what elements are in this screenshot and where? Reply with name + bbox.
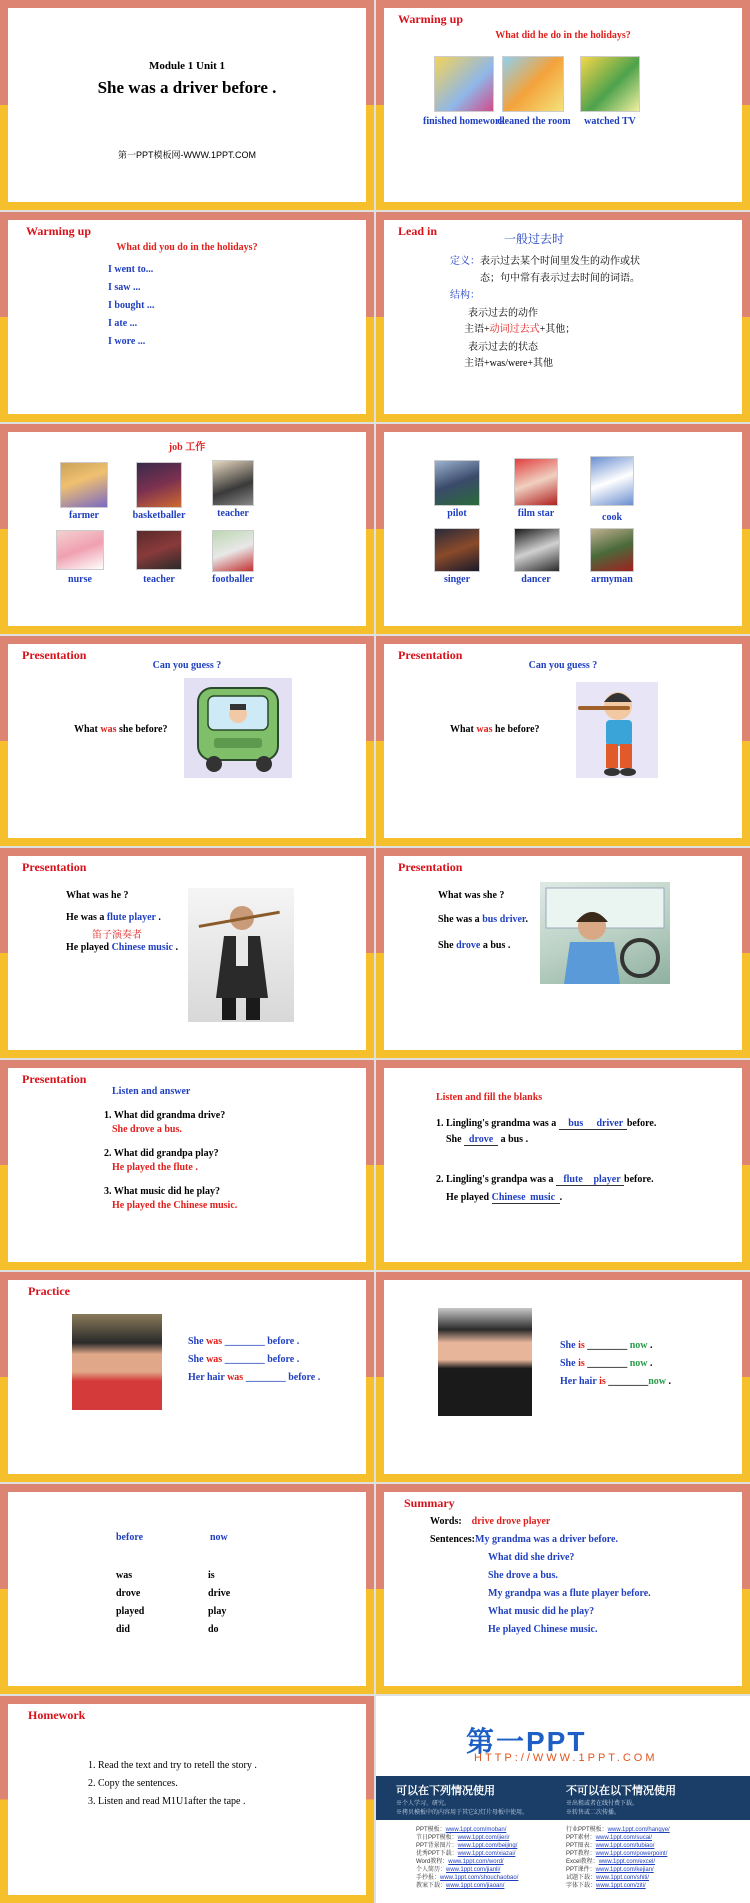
flute-player-photo: [188, 888, 294, 1022]
singer-image: [434, 528, 480, 572]
slide-body: [384, 856, 742, 1050]
prompt-line: I saw ...: [108, 282, 141, 293]
keyword-is: is: [599, 1376, 606, 1387]
footballer-image: [212, 530, 254, 572]
summary-sentence: My grandma was a driver before.: [475, 1534, 618, 1545]
caption-teacher: teacher: [217, 508, 249, 519]
slide-presentation-bus-driver[interactable]: [376, 848, 750, 1058]
sentence-part: ________: [605, 1376, 649, 1387]
slide-body: [384, 1280, 742, 1474]
slide-body: [384, 432, 742, 626]
question-line: What was she ?: [438, 890, 505, 901]
module-label: Module 1 Unit 1: [148, 60, 226, 72]
caption-basketballer: basketballer: [132, 510, 186, 521]
slide-brand-license[interactable]: [376, 1696, 750, 1903]
sentence-part: .: [172, 942, 178, 953]
sentence-part: She: [560, 1340, 579, 1351]
keyword-is: is: [578, 1340, 585, 1351]
slide-heading: Warming up: [26, 224, 92, 238]
resource-link[interactable]: www.1ppt.com/shiti/: [596, 1875, 650, 1881]
blank-answer[interactable]: drove: [464, 1134, 498, 1146]
cook-image: [590, 456, 634, 506]
question-part: What: [74, 724, 101, 735]
link-label: PPT教程：: [566, 1851, 596, 1857]
sentence-part: She: [188, 1354, 207, 1365]
resource-link[interactable]: www.1ppt.com/jieri/: [457, 1835, 510, 1841]
summary-sentence: What music did he play?: [488, 1606, 595, 1617]
caption-footballer: footballer: [212, 574, 254, 585]
subheading: Can you guess ?: [528, 660, 598, 671]
sentence-part: He played: [66, 942, 112, 953]
slide-heading: Summary: [404, 1496, 455, 1510]
slide-homework[interactable]: [0, 1696, 374, 1903]
slide-body: [8, 432, 366, 626]
slide-body: [384, 1492, 742, 1686]
prompt-line: I bought ...: [108, 300, 155, 311]
present-form: do: [208, 1624, 219, 1635]
link-label: 行业PPT模板：: [566, 1827, 608, 1833]
sentence-part: ________: [584, 1340, 630, 1351]
slide-body: [384, 220, 742, 414]
structure-verb: 动词过去式: [489, 324, 540, 335]
sentence-part: Her hair: [188, 1372, 228, 1383]
caption-film-star: film star: [517, 508, 555, 519]
keyword-drove: drove: [456, 940, 481, 951]
link-label: PPT图表：: [566, 1843, 596, 1849]
resource-link[interactable]: www.1ppt.com/sucai/: [595, 1835, 653, 1841]
allowed-usage-item: ※个人学习、研究。: [396, 1801, 451, 1807]
slide-jobs-1[interactable]: [0, 424, 374, 634]
slide-warming-up-2[interactable]: [0, 212, 374, 422]
structure-part: 主语+: [464, 324, 490, 335]
sentence-part: .: [666, 1376, 672, 1387]
sentence-part: a bus .: [498, 1134, 529, 1145]
resource-link[interactable]: www.1ppt.com/jianli/: [446, 1867, 501, 1873]
slide-warming-up-1[interactable]: [376, 0, 750, 210]
slide-heading: Presentation: [22, 860, 87, 874]
woman-photo: [438, 1308, 532, 1416]
brand-url[interactable]: HTTP://WWW.1PPT.COM: [474, 1752, 658, 1764]
sentence-part: .: [155, 912, 161, 923]
sentence-part: She: [188, 1336, 207, 1347]
question: What did you do in the holidays?: [116, 242, 258, 253]
keyword-now: now: [629, 1358, 648, 1369]
summary-sentence: She drove a bus.: [488, 1570, 558, 1581]
girl-child-photo: [72, 1314, 162, 1410]
question-line: What was he ?: [66, 890, 129, 901]
armyman-image: [590, 528, 634, 572]
caption-nurse: nurse: [68, 574, 92, 585]
question-part: she before?: [116, 724, 168, 735]
past-form: did: [116, 1624, 130, 1635]
summary-sentence: My grandpa was a flute player before.: [488, 1588, 651, 1599]
allowed-usage-item: ※拷贝模板中的内容用于其它幻灯片母板中使用。: [396, 1810, 529, 1816]
slide-heading: Presentation: [398, 648, 463, 662]
cleaning-cartoon-image: [502, 56, 564, 112]
grammar-title: 一般过去时: [504, 232, 565, 246]
slide-practice-now[interactable]: [376, 1272, 750, 1482]
link-label: PPT课件：: [566, 1867, 596, 1873]
basketballer-image: [136, 462, 182, 508]
sentence-part: .: [647, 1358, 653, 1369]
prompt-line: I ate ...: [108, 318, 138, 329]
slide-body: [8, 1704, 366, 1895]
blank-answer[interactable]: player: [590, 1174, 624, 1186]
answer-1: She drove a bus.: [112, 1124, 182, 1135]
slide-jobs-2[interactable]: [376, 424, 750, 634]
slide-lead-in[interactable]: [376, 212, 750, 422]
question-keyword: was: [476, 724, 493, 735]
column-header-before: before: [116, 1532, 144, 1543]
link-label: 手抄报：: [416, 1875, 441, 1881]
keyword-was: was: [206, 1336, 223, 1347]
flute-player-icon: [576, 682, 658, 778]
link-label: Word教程：: [416, 1859, 449, 1865]
question: What did he do in the holidays?: [495, 30, 631, 41]
slide-heading: Presentation: [22, 648, 87, 662]
slide-body: [8, 220, 366, 414]
resource-link[interactable]: www.1ppt.com/tubiao/: [595, 1843, 655, 1849]
resource-links: [376, 1820, 750, 1903]
link-label: Excel教程：: [566, 1859, 599, 1865]
slide-heading: Practice: [28, 1284, 70, 1298]
sentence-part: He was a: [66, 912, 107, 923]
homework-item: 1. Read the text and try to retell the story .: [88, 1760, 257, 1771]
resource-link[interactable]: www.1ppt.com/jiaoan/: [446, 1883, 505, 1889]
question-1: 1. What did grandma drive?: [104, 1110, 226, 1121]
sentence-part: .: [647, 1340, 653, 1351]
sentence-part: 2. Lingling's grandpa was a: [436, 1174, 557, 1185]
caption-armyman: armyman: [591, 574, 633, 585]
answer-3: He played the Chinese music.: [112, 1200, 238, 1211]
slide-body: [8, 1280, 366, 1474]
structure-line: 表示过去的状态: [468, 342, 538, 353]
bus-driver-photo: [540, 882, 670, 984]
definition-text: 表示过去某个时间里发生的动作或状: [480, 256, 640, 267]
slide-body: [8, 1492, 366, 1686]
caption-farmer: farmer: [69, 510, 99, 521]
keyword-bus-driver: bus driver: [482, 914, 526, 925]
slide-body: [8, 1068, 366, 1262]
brand-header: [376, 1696, 750, 1776]
sentence-part: ________: [584, 1358, 630, 1369]
keyword-was: was: [206, 1354, 223, 1365]
sentence-part: She: [446, 1134, 465, 1145]
definition-label: 定义：: [450, 256, 480, 267]
sentence-part: before.: [626, 1118, 657, 1129]
question-3: 3. What music did he play?: [104, 1186, 220, 1197]
resource-link[interactable]: www.1ppt.com/moban/: [445, 1827, 507, 1833]
keyword-now: now: [648, 1376, 667, 1387]
homework-item: 3. Listen and read M1U1after the tape .: [88, 1796, 246, 1807]
blank-answer[interactable]: driver: [593, 1118, 627, 1130]
caption-dancer: dancer: [521, 574, 551, 585]
tv-cartoon-image: [580, 56, 640, 112]
link-label: PPT模板：: [416, 1827, 446, 1833]
definition-text-2: 态；句中常有表示过去时间的词语。: [480, 273, 640, 284]
resource-link[interactable]: www.1ppt.com/ziti/: [596, 1883, 646, 1889]
teacher-image: [212, 460, 254, 506]
sentence-part: ________ before .: [222, 1354, 300, 1365]
slide-heading: Lead in: [398, 224, 438, 238]
resource-link[interactable]: www.1ppt.com/powerpoint/: [595, 1851, 668, 1857]
link-label: PPT背景图片：: [416, 1843, 458, 1849]
flute-musician-icon: [188, 888, 294, 1022]
prompt-line: I went to...: [108, 264, 154, 275]
keyword-is: is: [578, 1358, 585, 1369]
vocabulary-words: drive drove player: [471, 1516, 551, 1527]
sentence-part: 1. Lingling's grandma was a: [436, 1118, 559, 1129]
homework-cartoon-image: [434, 56, 494, 112]
past-form: played: [116, 1606, 145, 1617]
sentence-part: Her hair: [560, 1376, 600, 1387]
caption-pilot: pilot: [447, 508, 467, 519]
farmer-image: [60, 462, 108, 508]
sentence-part: .: [525, 914, 528, 925]
present-form: drive: [208, 1588, 231, 1599]
slide-presentation-guess-he[interactable]: [376, 636, 750, 846]
resource-link[interactable]: www.1ppt.com/shouchaobao/: [440, 1875, 519, 1881]
keyword-flute-player: flute player: [106, 912, 156, 923]
brand-logo: 第一PPT: [466, 1726, 587, 1757]
caption-cleaned: cleaned the room: [497, 116, 571, 127]
link-label: 试题下载：: [566, 1875, 597, 1881]
keyword-now: now: [629, 1340, 648, 1351]
structure-line: 表示过去的动作: [468, 308, 538, 319]
allowed-usage-title: 可以在下列情况使用: [396, 1785, 495, 1797]
caption-teacher-2: teacher: [143, 574, 175, 585]
pilot-image: [434, 460, 480, 506]
nurse-image: [56, 530, 104, 570]
keyword-chinese-music: Chinese music: [111, 942, 173, 953]
resource-link[interactable]: www.1ppt.com/xiazai/: [457, 1851, 516, 1857]
teacher-2-image: [136, 530, 182, 570]
link-label: 节日PPT模板：: [416, 1835, 458, 1841]
slide-heading: Presentation: [22, 1072, 87, 1086]
question-part: he before?: [492, 724, 540, 735]
dancer-image: [514, 528, 560, 572]
homework-item: 2. Copy the sentences.: [88, 1778, 178, 1789]
link-label: 优秀PPT下载：: [416, 1851, 458, 1857]
chinese-gloss: 笛子演奏者: [92, 930, 142, 941]
slide-body: [384, 644, 742, 838]
blank-answer[interactable]: bus: [559, 1118, 593, 1130]
lesson-title: She was a driver before .: [97, 78, 277, 97]
prompt-line: I wore ...: [108, 336, 146, 347]
sentence-part: a bus .: [480, 940, 511, 951]
column-header-now: now: [210, 1532, 228, 1543]
sentence-part: She was a: [438, 914, 483, 925]
slide-heading: Warming up: [398, 12, 464, 26]
question-keyword: was: [100, 724, 117, 735]
slide-before-now-table[interactable]: [0, 1484, 374, 1694]
sentence-part: She: [438, 940, 457, 951]
bus-cartoon-image: [184, 678, 292, 778]
resource-link[interactable]: www.1ppt.com/beijing/: [457, 1843, 518, 1849]
slide-fill-blanks[interactable]: [376, 1060, 750, 1270]
slide-heading: Presentation: [398, 860, 463, 874]
sentence-part: before.: [624, 1174, 654, 1185]
source-credit: 第一PPT模板网-WWW.1PPT.COM: [118, 150, 256, 160]
question-2: 2. What did grandpa play?: [104, 1148, 219, 1159]
past-form: drove: [116, 1588, 141, 1599]
link-label: 字体下载：: [566, 1883, 597, 1889]
link-label: 个人简历：: [416, 1867, 447, 1873]
slide-body: [8, 8, 366, 202]
sentences-label: Sentences:: [430, 1534, 475, 1545]
sentence-part: She: [560, 1358, 579, 1369]
question-part: What: [450, 724, 477, 735]
slide-practice-before[interactable]: [0, 1272, 374, 1482]
slide-presentation-guess-she[interactable]: [0, 636, 374, 846]
caption-tv: watched TV: [584, 116, 636, 127]
forbidden-usage-item: ※出租或者在线付费下载。: [566, 1801, 639, 1807]
slide-body: [384, 1068, 742, 1262]
license-panel: [376, 1776, 750, 1903]
slide-heading: Listen and fill the blanks: [436, 1092, 543, 1103]
slide-body: [8, 856, 366, 1050]
link-label: 教案下载：: [416, 1883, 447, 1889]
caption-singer: singer: [443, 574, 471, 585]
present-form: is: [208, 1570, 215, 1581]
link-label: PPT素材：: [566, 1835, 596, 1841]
slide-body: [384, 8, 742, 202]
caption-cook: cook: [602, 512, 622, 523]
bus-driver-icon: [540, 882, 670, 984]
caption-homework: finished homework: [423, 116, 505, 127]
slide-title[interactable]: [0, 0, 374, 210]
structure-part: +其他；: [539, 324, 576, 335]
blank-answer[interactable]: Chinese: [491, 1192, 526, 1203]
slide-heading: job 工作: [168, 442, 206, 453]
blank-answer[interactable]: flute: [556, 1174, 590, 1186]
resource-link[interactable]: www.1ppt.com/word/: [448, 1859, 504, 1865]
sentence-part: ________ before .: [243, 1372, 321, 1383]
slide-summary[interactable]: [376, 1484, 750, 1694]
flute-boy-cartoon-image: [576, 682, 658, 778]
blank-answer[interactable]: music: [526, 1192, 560, 1204]
answer-2: He played the flute .: [112, 1162, 198, 1173]
film-star-image: [514, 458, 558, 506]
sentence-part: ________ before .: [222, 1336, 300, 1347]
present-form: play: [208, 1606, 227, 1617]
summary-sentence: What did she drive?: [488, 1552, 575, 1563]
resource-link[interactable]: www.1ppt.com/hangye/: [607, 1827, 670, 1833]
past-form: was: [116, 1570, 133, 1581]
words-label: Words:: [430, 1516, 462, 1527]
sentence-part: .: [559, 1192, 563, 1203]
resource-link[interactable]: www.1ppt.com/excel/: [598, 1859, 656, 1865]
forbidden-usage-title: 不可以在以下情况使用: [566, 1785, 676, 1797]
summary-sentence: He played Chinese music.: [488, 1624, 598, 1635]
slide-presentation-flute-player[interactable]: [0, 848, 374, 1058]
slide-listen-and-answer[interactable]: [0, 1060, 374, 1270]
slide-heading: Homework: [28, 1708, 86, 1722]
subheading: Can you guess ?: [152, 660, 222, 671]
structure-line: 主语+was/were+其他: [464, 358, 554, 369]
structure-label: 结构：: [450, 290, 480, 301]
bus-icon: [184, 678, 292, 778]
forbidden-usage-item: ※转售或二次传播。: [566, 1810, 621, 1816]
sentence-part: He played: [446, 1192, 492, 1203]
keyword-was: was: [227, 1372, 244, 1383]
subheading: Listen and answer: [112, 1086, 191, 1097]
resource-link[interactable]: www.1ppt.com/kejian/: [595, 1867, 654, 1873]
slide-body: [8, 644, 366, 838]
